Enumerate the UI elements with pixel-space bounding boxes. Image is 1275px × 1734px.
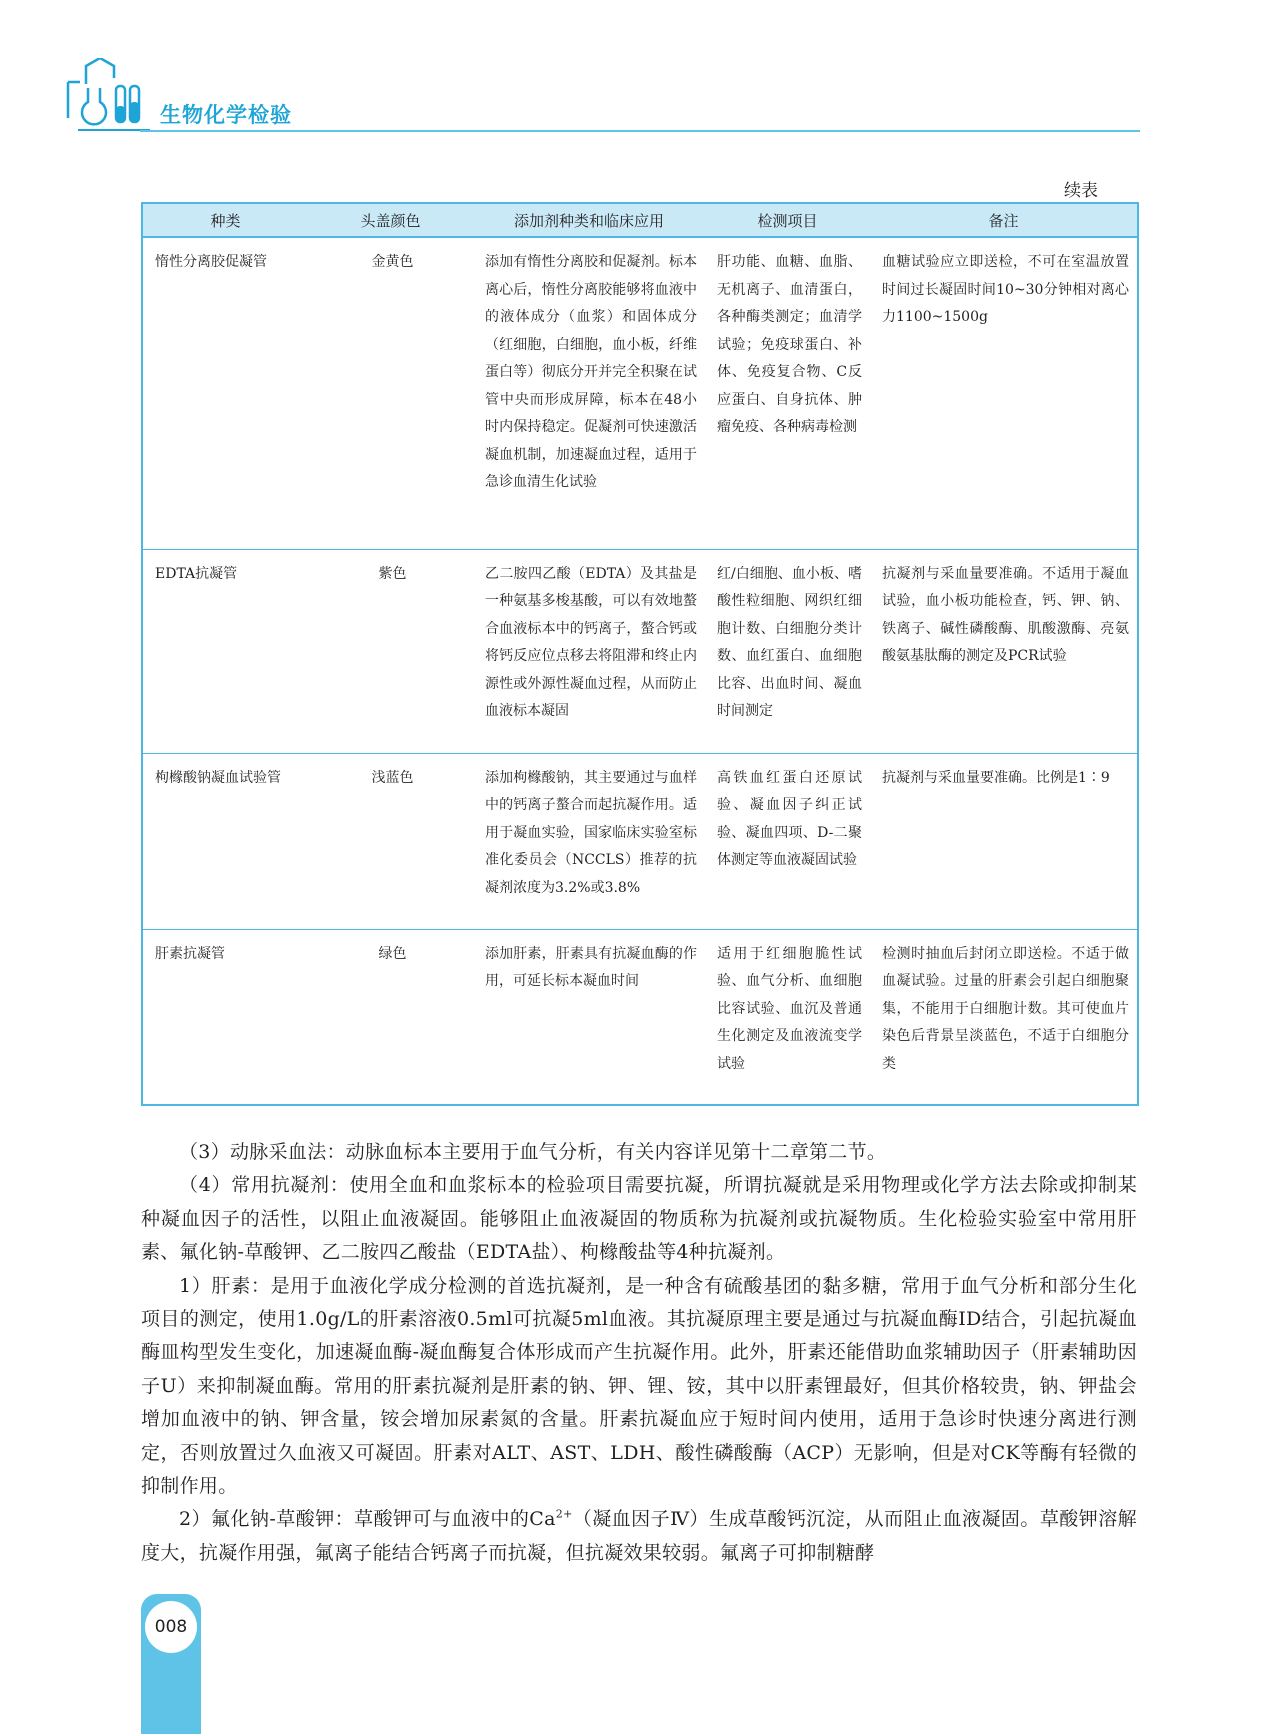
paragraph: （3）动脉采血法：动脉血标本主要用于血气分析，有关内容详见第十二章第二节。	[179, 1141, 887, 1163]
cell-type: 惰性分离胶促凝管	[142, 237, 308, 549]
cell-cap-color: 金黄色	[308, 237, 473, 549]
cell-tests: 红/白细胞、血小板、嗜酸性粒细胞、网织红细胞计数、白细胞分类计数、血红蛋白、血细胞比容、出血时间、凝血时间测定	[705, 549, 870, 753]
cell-additive: 乙二胺四乙酸（EDTA）及其盐是一种氨基多梭基酸，可以有效地螯合血液标本中的钙离子，螯合钙或将钙反应位点移去将阻滞和终止内源性或外源性凝血过程，从而防止血液标本凝固	[473, 549, 705, 753]
column-header-additive: 添加剂种类和临床应用	[473, 203, 705, 237]
column-header-cap-color: 头盖颜色	[308, 203, 473, 237]
table-row	[142, 549, 1138, 753]
blood-collection-tube-table	[141, 202, 1139, 1106]
cell-type: 肝素抗凝管	[155, 945, 225, 962]
cell-tests: 适用于红细胞脆性试验、血气分析、血细胞比容试验、血沉及普通生化测定及血液流变学试验	[717, 945, 862, 1072]
lab-flask-logo-icon	[66, 58, 150, 132]
cell-notes: 抗凝剂与采血量要准确。比例是1∶9	[870, 753, 1138, 929]
paragraph	[141, 1503, 1137, 1570]
paragraph: 1）肝素：是用于血液化学成分检测的首选抗凝剂，是一种含有硫酸基团的黏多糖，常用于血气分析和部分生化项目的测定，使用1.0g/L的肝素溶液0.5ml可抗凝5ml血液。其抗凝原理主要是通过与抗凝血酶ID结合，引起抗凝血酶皿构型发生变化，加速凝血酶-凝血酶复合体形成而产生抗凝作用。此外，肝素还能借助血浆辅助因子（肝素辅助因子U）来抑制凝血酶。常用的肝素抗凝剂是肝素的钠、钾、锂、铵，其中以肝素锂最好，但其价格较贵，钠、钾盐会增加血液中的钠、钾含量，铵会增加尿素氮的含量。肝素抗凝血应于短时间内使用，适用于急诊时快速分离进行测定，否则放置过久血液又可凝固。肝素对ALT、AST、LDH、酸性磷酸酶（ACP）无影响，但是对CK等酶有轻微的抑制作用。	[141, 1274, 1137, 1498]
superscript: 2+	[555, 1508, 573, 1522]
paragraph: （4）常用抗凝剂：使用全血和血浆标本的检验项目需要抗凝，所谓抗凝就是采用物理或化学方法去除或抑制某种凝血因子的活性，以阻止血液凝固。能够阻止血液凝固的物质称为抗凝剂或抗凝物质。生化检验实验室中常用肝素、氟化钠-草酸钾、乙二胺四乙酸盐（EDTA盐）、枸橼酸盐等4种抗凝剂。	[141, 1174, 1137, 1264]
column-header-notes: 备注	[870, 203, 1138, 237]
cell-notes: 检测时抽血后封闭立即送检。不适于做血凝试验。过量的肝素会引起白细胞聚集，不能用于白细胞计数。其可使血片染色后背景呈淡蓝色，不适于白细胞分类	[882, 945, 1129, 1072]
cell-additive: 添加有惰性分离胶和促凝剂。标本离心后，惰性分离胶能够将血液中的液体成分（血浆）和固体成分（红细胞，白细胞，血小板，纤维蛋白等）彻底分开并完全积聚在试管中央而形成屏障，标本在48小时内保持稳定。促凝剂可快速激活凝血机制，加速凝血过程，适用于急诊血清生化试验	[473, 237, 705, 549]
table-row	[142, 929, 1138, 1105]
cell-type: 枸橼酸钠凝血试验管	[142, 753, 308, 929]
table-row	[142, 753, 1138, 929]
table-continued-label: 续表	[1064, 181, 1098, 201]
book-title: 生物化学检验	[160, 103, 292, 127]
column-header-type: 种类	[142, 203, 308, 237]
cell-type: EDTA抗凝管	[142, 549, 308, 753]
cell-cap-color: 紫色	[308, 549, 473, 753]
cell-tests: 高铁血红蛋白还原试验、凝血因子纠正试验、凝血四项、D-二聚体测定等血液凝固试验	[705, 753, 870, 929]
cell-cap-color: 绿色	[378, 945, 407, 962]
table-row	[142, 237, 1138, 549]
cell-notes: 抗凝剂与采血量要准确。不适用于凝血试验，血小板功能检查，钙、钾、钠、铁离子、碱性磷酸酶、肌酸激酶、亮氨酸氨基肽酶的测定及PCR试验	[870, 549, 1138, 753]
paragraph-text: （凝血因子Ⅳ）生成草酸钙沉淀，从而阻止血液凝固。草酸钾溶解度大，抗凝作用强，氟离子能结合钙离子而抗凝，但抗凝效果较弱。氟离子可抑制糖酵	[141, 1508, 1137, 1564]
body-text	[141, 1136, 1137, 1570]
cell-notes: 血糖试验应立即送检，不可在室温放置时间过长凝固时间10~30分钟相对离心力1100~1500g	[870, 237, 1138, 549]
page-number: 008	[145, 1601, 197, 1653]
header-divider	[140, 130, 1140, 132]
table-header-row	[142, 203, 1138, 237]
cell-additive: 添加枸橼酸钠，其主要通过与血样中的钙离子螯合而起抗凝作用。适用于凝血实验，国家临床实验室标准化委员会（NCCLS）推荐的抗凝剂浓度为3.2%或3.8%	[473, 753, 705, 929]
paragraph-text: 2）氟化钠-草酸钾：草酸钾可与血液中的Ca	[179, 1508, 556, 1531]
column-header-tests: 检测项目	[705, 203, 870, 237]
cell-tests: 肝功能、血糖、血脂、无机离子、血清蛋白，各种酶类测定；血清学试验；免疫球蛋白、补体、免疫复合物、C反应蛋白、自身抗体、肿瘤免疫、各种病毒检测	[705, 237, 870, 549]
cell-additive: 添加肝素，肝素具有抗凝血酶的作用，可延长标本凝血时间	[485, 945, 697, 989]
cell-cap-color: 浅蓝色	[308, 753, 473, 929]
